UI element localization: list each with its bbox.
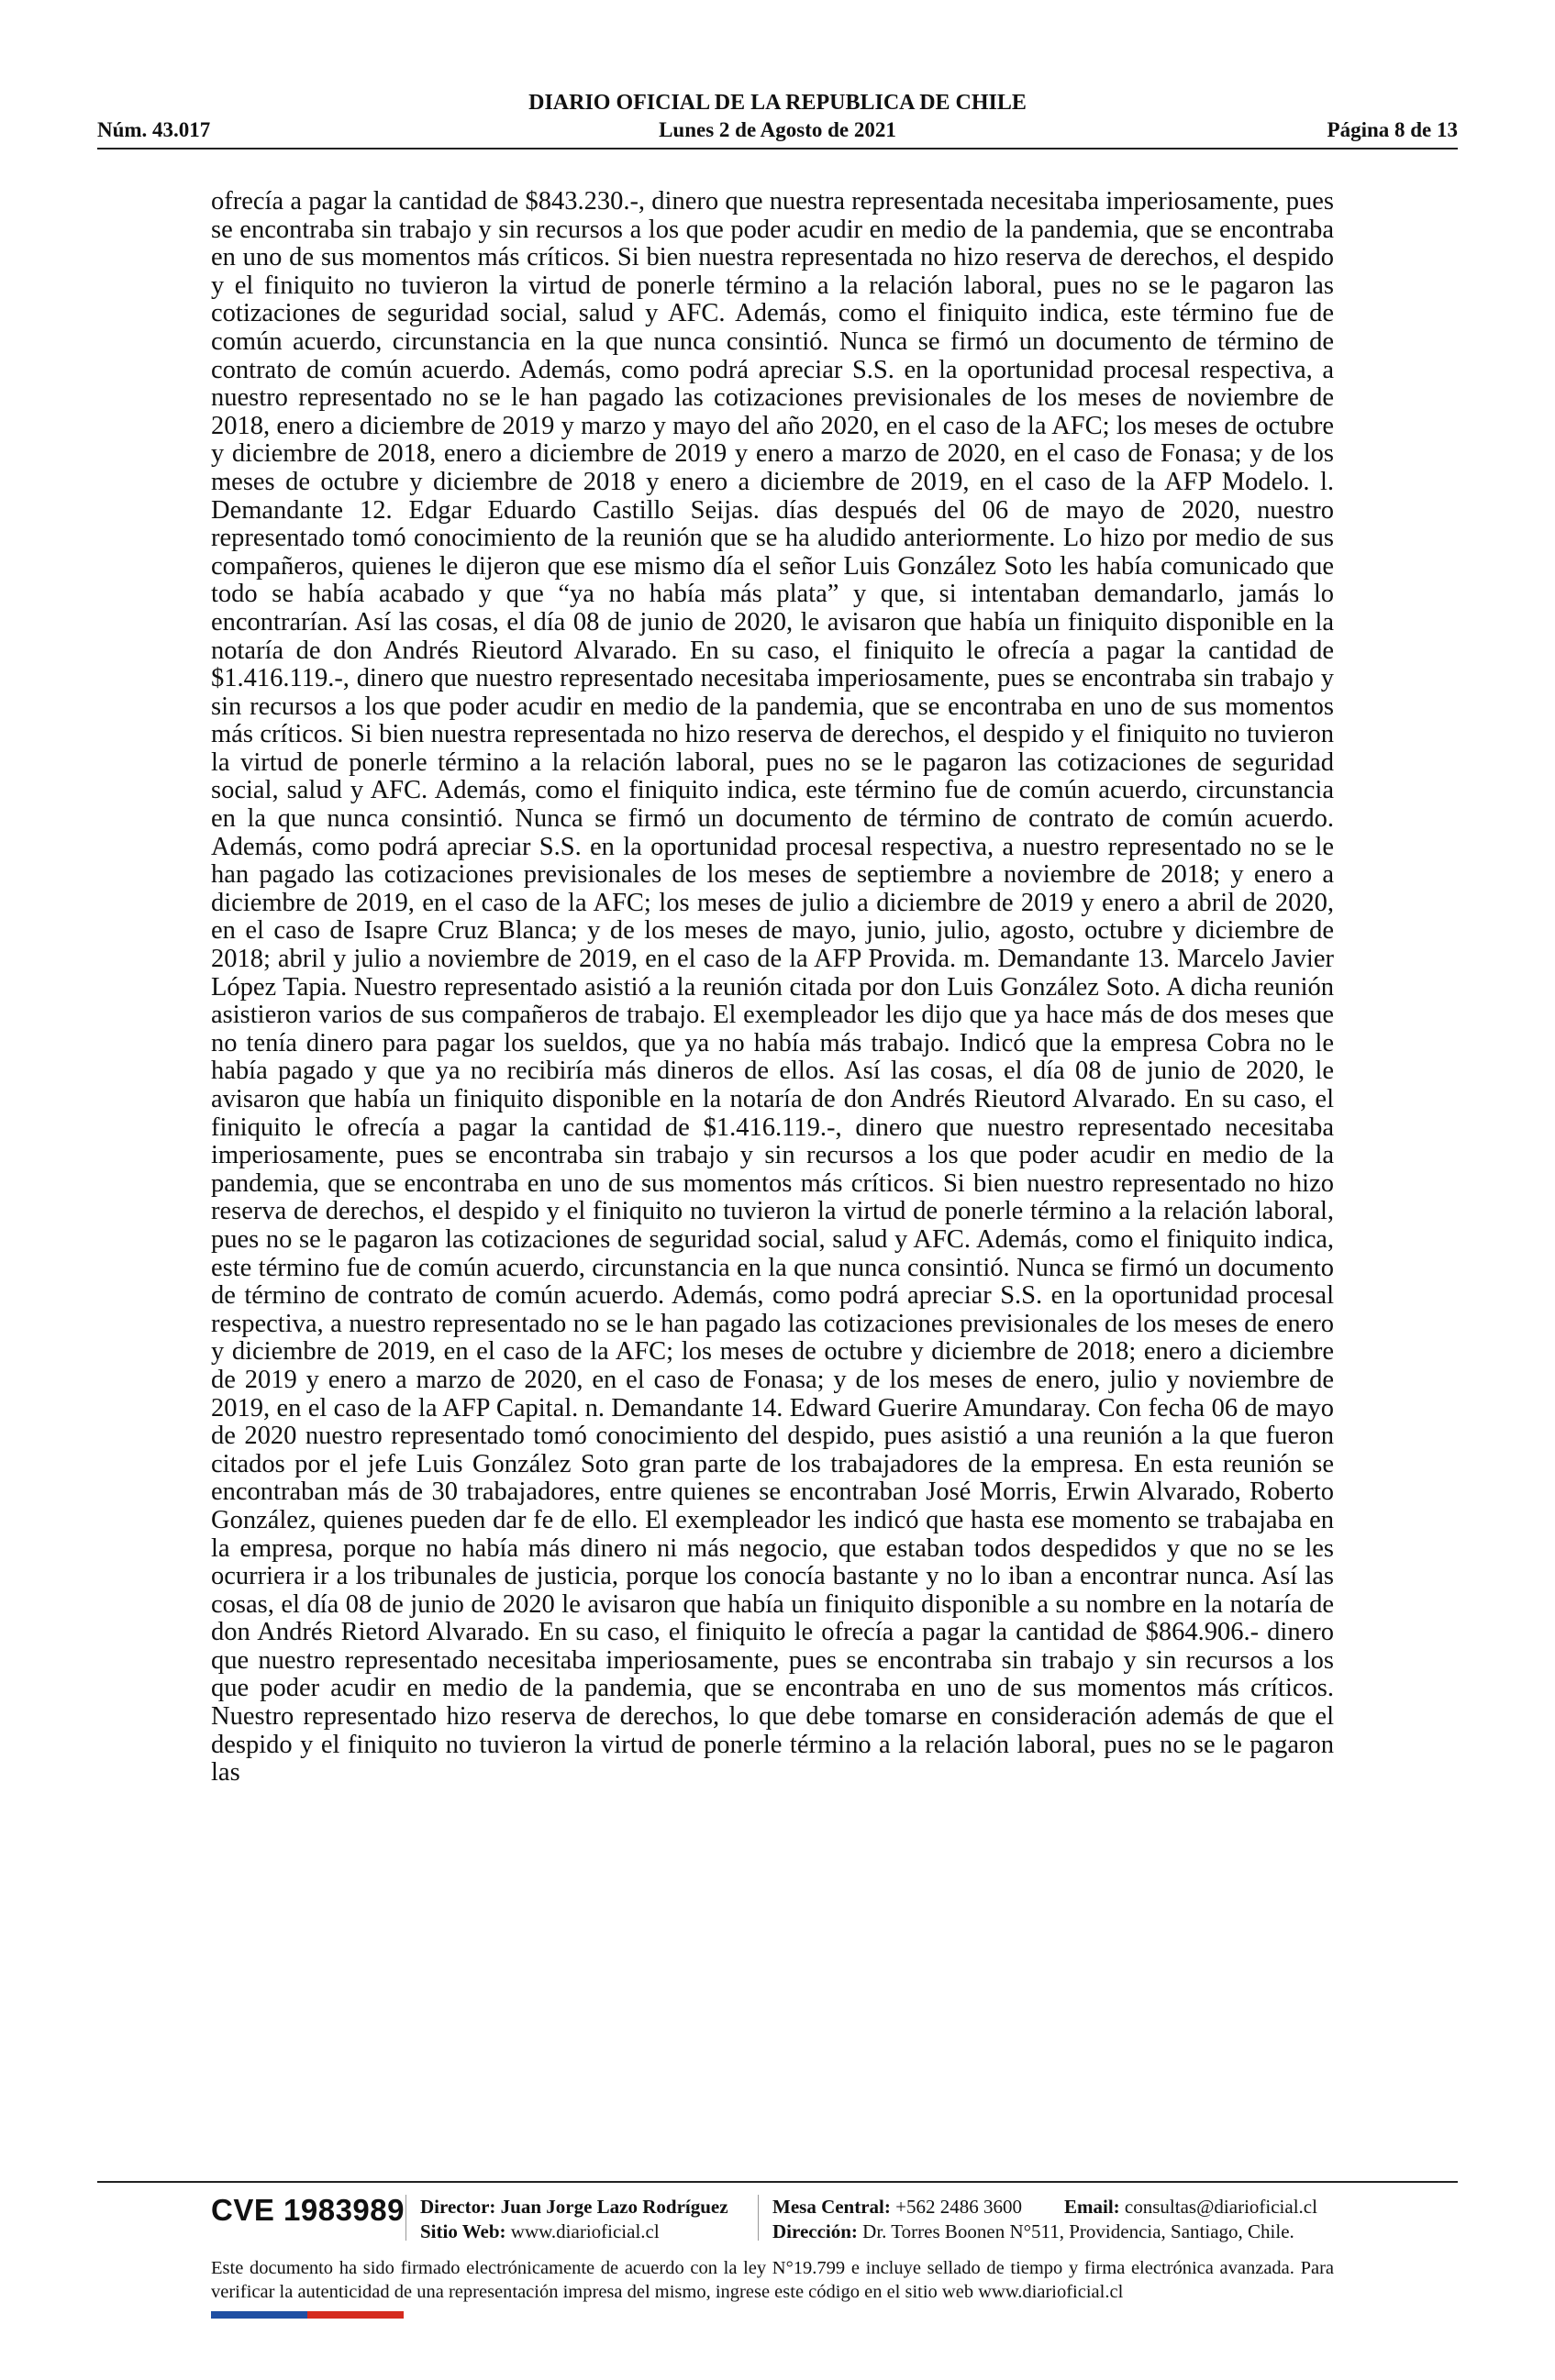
director-label: Director:: [420, 2196, 496, 2218]
flag-stripe: [211, 2311, 404, 2319]
email-label: Email:: [1064, 2196, 1120, 2218]
footer-separator: [758, 2195, 759, 2241]
web-link[interactable]: www.diarioficial.cl: [510, 2220, 660, 2242]
mesa-label: Mesa Central:: [772, 2196, 891, 2218]
footer-director-block: [420, 2195, 728, 2244]
header-divider: [97, 148, 1458, 149]
body-paragraph: ofrecía a pagar la cantidad de $843.230.-, dinero que nuestra representada necesitaba imperiosamente, pues se encontraba sin trabajo y sin recursos a los que poder acudir en medio de la pandemia, que se encontraba en uno de sus momentos más críticos. Si bien nuestra representada no hizo reserva de derechos, el despido y el finiquito no tuvieron la virtud de ponerle término a la relación laboral, pues no se le pagaron las cotizaciones de seguridad social, salud y AFC. Además, como el finiquito indica, este término fue de común acuerdo, circunstancia en la que nunca consintió. Nunca se firmó un documento de término de contrato de común acuerdo. Además, como podrá apreciar S.S. en la oportunidad procesal respectiva, a nuestro representado no se le han pagado las cotizaciones previsionales de los meses de noviembre de 2018, enero a diciembre de 2019 y marzo y mayo del año 2020, en el caso de la AFC; los meses de octubre y diciembre de 2018, enero a diciembre de 2019 y enero a marzo de 2020, en el caso de Fonasa; y de los meses de octubre y diciembre de 2018 y enero a diciembre de 2019, en el caso de la AFP Modelo. l. Demandante 12. Edgar Eduardo Castillo Seijas. días después del 06 de mayo de 2020, nuestro representado tomó conocimiento de la reunión que se ha aludido anteriormente. Lo hizo por medio de sus compañeros, quienes le dijeron que ese mismo día el señor Luis González Soto les había comunicado que todo se había acabado y que “ya no había más plata” y que, si intentaban demandarlo, jamás lo encontrarían. Así las cosas, el día 08 de junio de 2020, le avisaron que había un finiquito disponible en la notaría de don Andrés Rieutord Alvarado. En su caso, el finiquito le ofrecía a pagar la cantidad de $1.416.119.-, dinero que nuestro representado necesitaba imperiosamente, pues se encontraba sin trabajo y sin recursos a los que poder acudir en medio de la pandemia, que se encontraba en uno de sus momentos más críticos. Si bien nuestra representada no hizo reserva de derechos, el despido y el finiquito no tuvieron la virtud de ponerle término a la relación laboral, pues no se le pagaron las cotizaciones de seguridad social, salud y AFC. Además, como el finiquito indica, este término fue de común acuerdo, circunstancia en la que nunca consintió. Nunca se firmó un documento de término de contrato de común acuerdo. Además, como podrá apreciar S.S. en la oportunidad procesal respectiva, a nuestro representado no se le han pagado las cotizaciones previsionales de los meses de septiembre a noviembre de 2018; y enero a diciembre de 2019, en el caso de la AFC; los meses de julio a diciembre de 2019 y enero a abril de 2020, en el caso de Isapre Cruz Blanca; y de los meses de mayo, junio, julio, agosto, octubre y diciembre de 2018; abril y julio a noviembre de 2019, en el caso de la AFP Provida. m. Demandante 13. Marcelo Javier López Tapia. Nuestro representado asistió a la reunión citada por don Luis González Soto. A dicha reunión asistieron varios de sus compañeros de trabajo. El exempleador les dijo que ya hace más de dos meses que no tenía dinero para pagar los sueldos, que ya no había más trabajo. Indicó que la empresa Cobra no le había pagado y que ya no recibiría más dineros de ellos. Así las cosas, el día 08 de junio de 2020, le avisaron que había un finiquito disponible en la notaría de don Andrés Rieutord Alvarado. En su caso, el finiquito le ofrecía a pagar la cantidad de $1.416.119.-, dinero que nuestro representado necesitaba imperiosamente, pues se encontraba sin trabajo y sin recursos a los que poder acudir en medio de la pandemia, que se encontraba en uno de sus momentos más críticos. Si bien nuestro representado no hizo reserva de derechos, el despido y el finiquito no tuvieron la virtud de ponerle término a la relación laboral, pues no se le pagaron las cotizaciones de seguridad social, salud y AFC. Además, como el finiquito indica, este término fue de común acuerdo, circunstancia en la que nunca consintió. Nunca se firmó un documento de término de contrato de común acuerdo. Además, como podrá apreciar S.S. en la oportunidad procesal respectiva, a nuestro representado no se le han pagado las cotizaciones previsionales de los meses de enero y diciembre de 2019, en el caso de la AFC; los meses de octubre y diciembre de 2018; enero a diciembre de 2019 y enero a marzo de 2020, en el caso de Fonasa; y de los meses de enero, julio y noviembre de 2019, en el caso de la AFP Capital. n. Demandante 14. Edward Guerire Amundaray. Con fecha 06 de mayo de 2020 nuestro representado tomó conocimiento del despido, pues asistió a una reunión a la que fueron citados por el jefe Luis González Soto gran parte de los trabajadores de la empresa. En esta reunión se encontraban más de 30 trabajadores, entre quienes se encontraban José Morris, Erwin Alvarado, Roberto González, quienes pueden dar fe de ello. El exempleador les indicó que hasta ese momento se trabajaba en la empresa, porque no había más dinero ni más negocio, que estaban todos despedidos y que no se les ocurriera ir a los tribunales de justicia, porque los conocía bastante y no lo iban a encontrar nunca. Así las cosas, el día 08 de junio de 2020 le avisaron que había un finiquito disponible a su nombre en la notaría de don Andrés Rietord Alvarado. En su caso, el finiquito le ofrecía a pagar la cantidad de $864.906.- dinero que nuestro representado necesitaba imperiosamente, pues se encontraba sin trabajo y sin recursos a los que poder acudir en medio de la pandemia, que se encontraba en uno de sus momentos más críticos. Nuestro representado hizo reserva de derechos, lo que debe tomarse en consideración además de que el despido y el finiquito no tuvieron la virtud de ponerle término a la relación laboral, pues no se le pagaron las: [211, 187, 1334, 1788]
address-label: Dirección:: [772, 2220, 858, 2242]
issue-number: Núm. 43.017: [97, 118, 211, 141]
footer-separator: [405, 2195, 406, 2241]
flag-blue-segment: [211, 2311, 307, 2319]
web-label: Sitio Web:: [420, 2220, 506, 2242]
page-number: Página 8 de 13: [1327, 118, 1458, 141]
issue-date: Lunes 2 de Agosto de 2021: [659, 118, 896, 141]
publication-title: DIARIO OFICIAL DE LA REPUBLICA DE CHILE: [528, 91, 1027, 115]
page-footer: [211, 2187, 1344, 2252]
flag-red-segment: [307, 2311, 404, 2319]
page-header: [97, 87, 1458, 151]
footer-divider: [97, 2181, 1458, 2183]
mesa-phone: +562 2486 3600: [895, 2196, 1022, 2218]
email-link[interactable]: consultas@diarioficial.cl: [1124, 2196, 1317, 2218]
director-name: Juan Jorge Lazo Rodríguez: [500, 2196, 728, 2218]
legal-notice: Este documento ha sido firmado electrónicamente de acuerdo con la ley N°19.799 e incluye sellado de tiempo y firma electrónica avanzada. Para verificar la autenticidad de una representación impresa del mismo, ingrese este código en el sitio web www.diarioficial.cl: [211, 2258, 1334, 2302]
cve-code: CVE 1983989: [211, 2193, 405, 2227]
address-value: Dr. Torres Boonen N°511, Providencia, Santiago, Chile.: [862, 2220, 1294, 2242]
footer-email-block: [1064, 2195, 1317, 2219]
